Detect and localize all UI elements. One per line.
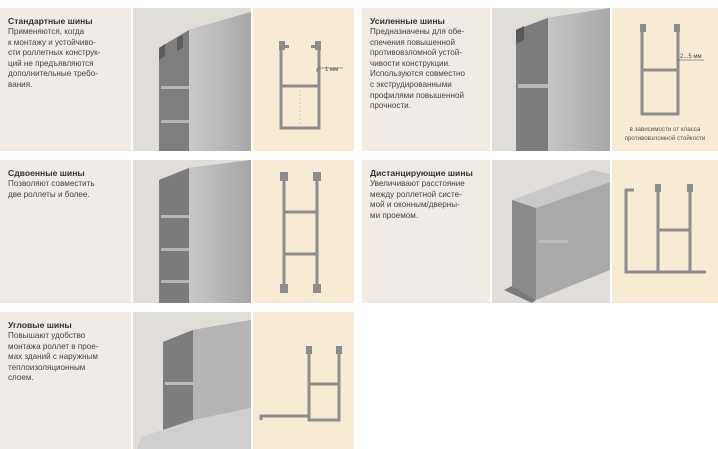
spacer-rail-photo [492, 160, 610, 303]
card-description: Предназначены для обе- спечения повышенной противовзломной устой- чивости конструкции. Используются совместно с экструдированными профилями повышенной прочности. [370, 27, 466, 111]
corner-rail-drawing [253, 312, 354, 449]
dimension-label: 2...5 мм [680, 54, 702, 60]
card-corner-text [0, 312, 131, 449]
card-reinforced-text [362, 8, 490, 151]
dimension-label: 1 мм [325, 67, 339, 73]
corner-rail-photo [133, 312, 251, 449]
reinforced-rail-drawing [612, 8, 718, 151]
standard-rail-drawing [253, 8, 354, 151]
card-title: Дистанцирующие шины [370, 168, 473, 178]
card-title: Сдвоенные шины [8, 168, 85, 178]
card-description: Повышают удобство монтажа роллет в прое- мах зданий с наружным теплоизоляционным слоем. [8, 331, 99, 383]
card-title: Угловые шины [8, 320, 72, 330]
card-standard-text [0, 8, 131, 151]
double-rail-drawing [253, 160, 354, 303]
card-double-text [0, 160, 131, 303]
card-spacer-text [362, 160, 490, 303]
card-description: Позволяют совместить две роллеты и более. [8, 179, 95, 199]
note-line-2: противовзломной стойкости [624, 135, 706, 142]
double-rail-photo [133, 160, 251, 303]
card-title: Стандартные шины [8, 16, 93, 26]
note-line-1: в зависимости от класса [629, 126, 701, 133]
reinforced-rail-photo [492, 8, 610, 151]
spacer-rail-drawing [612, 160, 718, 303]
card-title: Усиленные шины [370, 16, 445, 26]
card-description: Применяются, когда к монтажу и устойчиво- сти роллетных конструк- ций не предъявляются дополнительные требо- вания. [8, 27, 101, 89]
card-description: Увеличивают расстояние между роллетной систе- мой и оконным/дверны- ми проемом. [370, 179, 465, 220]
standard-rail-photo [133, 8, 251, 151]
